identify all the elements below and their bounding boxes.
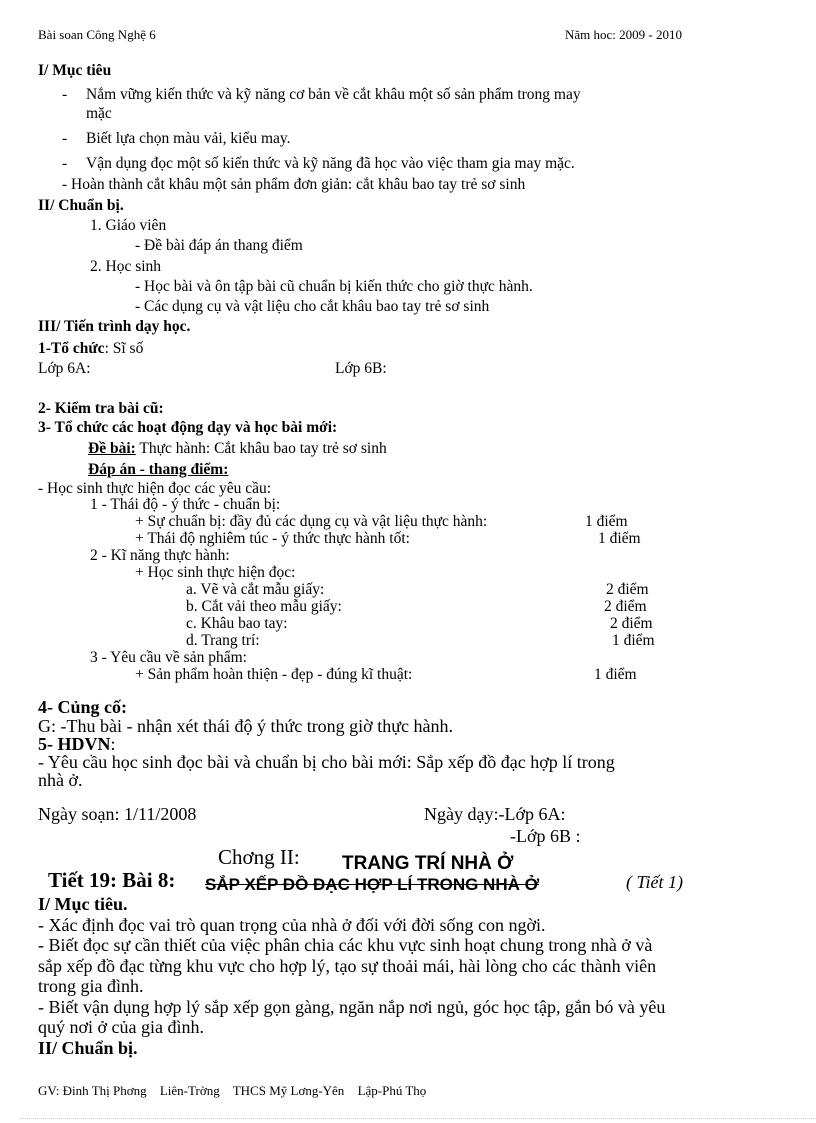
footer-place: Lập-Phú Thọ <box>357 1083 427 1098</box>
req-3a: + Sản phẩm hoàn thiện - đẹp - đúng kĩ thuật: <box>135 666 413 683</box>
header-right: Năm hoc: 2009 - 2010 <box>565 27 682 42</box>
prep-student-item-2: - Các dụng cụ và vật liệu cho cắt khâu bao tay trẻ sơ sinh <box>135 298 490 315</box>
objective-2-cont: sắp xếp đồ đạc từng khu vực cho hợp lý, tạo sự thoải mái, hài lòng cho các thành viên <box>38 956 657 976</box>
prep-student-item-1: - Học bài và ôn tập bài cũ chuẩn bị kiến thức cho giờ thực hành. <box>135 278 533 295</box>
bullet-1: - Nắm vững kiến thức và kỹ năng cơ bản về cắt khâu một số sản phẩm trong may <box>62 86 581 103</box>
req-1a: + Sự chuẩn bị: đầy đủ các dụng cụ và vật liệu thực hành: <box>135 513 488 530</box>
prep-teacher-item: - Đề bài đáp án thang điểm <box>135 237 303 254</box>
org-line: 1-Tổ chức: Sĩ số <box>38 340 144 357</box>
bullet-4: - Hoàn thành cắt khâu một sản phẩm đơn giản: cắt khâu bao tay trẻ sơ sinh <box>62 176 526 193</box>
footer-divider <box>20 1118 816 1119</box>
consolidation-text: G: -Thu bài - nhận xét thái độ ý thức trong giờ thực hành. <box>38 716 453 736</box>
req-2-item-d: d. Trang trí: <box>186 632 260 649</box>
chapter-label: Chơng II: <box>218 845 300 869</box>
check-old-heading: 2- Kiểm tra bài cũ: <box>38 400 164 417</box>
req-2-item-a: a. Vẽ và cắt mẫu giấy: <box>186 581 325 598</box>
req-1b: + Thái độ nghiêm túc - ý thức thực hành tốt: <box>135 530 410 547</box>
footer <box>38 1083 436 1099</box>
req-1: 1 - Thái độ - ý thức - chuẩn bị: <box>90 496 281 513</box>
bullet-1-cont: mặc <box>86 105 112 122</box>
class-6a: Lớp 6A: <box>38 360 91 377</box>
date-taught-6b: -Lớp 6B : <box>510 826 581 846</box>
footer-teacher: GV: Đinh Thị Phơng <box>38 1083 147 1098</box>
objective-2: - Biết đọc sự cần thiết của việc phân chia các khu vực sinh hoạt chung trong nhà ở và <box>38 935 653 955</box>
chapter-title: TRANG TRÍ NHÀ Ở <box>342 853 514 874</box>
section-3-heading: III/ Tiến trình dạy học. <box>38 318 191 335</box>
topic-line: Đề bài: Thực hành: Cắt khâu bao tay trẻ sơ sinh <box>88 440 387 457</box>
hdvn-heading: 5- HDVN: <box>38 734 116 754</box>
req-2-item-c-points: 2 điểm <box>610 615 653 632</box>
lesson-title: SẮP XẾP ĐỒ ĐẠC HỢP LÍ TRONG NHÀ Ở <box>205 875 540 894</box>
class-6b: Lớp 6B: <box>335 360 387 377</box>
lesson-objectives-heading: I/ Mục tiêu. <box>38 894 128 914</box>
req-1a-points: 1 điểm <box>585 513 628 530</box>
lesson-prep-heading: II/ Chuẩn bị. <box>38 1038 138 1058</box>
req-2-item-b: b. Cắt vải theo mẫu giấy: <box>186 598 342 615</box>
prep-teacher: 1. Giáo viên <box>90 217 167 234</box>
req-3: 3 - Yêu cầu về sản phẩm: <box>90 649 247 666</box>
prep-student: 2. Học sinh <box>90 258 162 275</box>
req-1b-points: 1 điểm <box>598 530 641 547</box>
req-2-item-d-points: 1 điểm <box>612 632 655 649</box>
req-2: 2 - Kĩ năng thực hành: <box>90 547 230 564</box>
req-3a-points: 1 điểm <box>594 666 637 683</box>
bullet-3: - Vận dụng đọc một số kiến thức và kỹ năng đã học vào việc tham gia may mặc. <box>62 155 575 172</box>
header-left: Bài soan Công Nghệ 6 <box>38 27 156 42</box>
bullet-2: - Biết lựa chọn màu vải, kiểu may. <box>62 130 291 147</box>
req-2-item-c: c. Khâu bao tay: <box>186 615 288 632</box>
section-1-heading: I/ Mục tiêu <box>38 62 112 79</box>
objective-1: - Xác định đọc vai trò quan trọng của nhà ở đối với đời sống con ngời. <box>38 915 546 935</box>
objective-3-cont: quý nơi ở của gia đình. <box>38 1017 205 1037</box>
footer-lien: Liên-Trờng <box>159 1083 220 1098</box>
requirements-line: - Học sinh thực hiện đọc các yêu cầu: <box>38 480 272 497</box>
objective-2-cont-2: trong gia đình. <box>38 976 144 996</box>
consolidation-heading: 4- Củng cố: <box>38 697 127 717</box>
objective-3: - Biết vận dụng hợp lý sắp xếp gọn gàng, ngăn nắp nơi ngủ, góc học tập, gắn bó và yêu <box>38 997 666 1017</box>
answer-heading: Đáp án - thang điểm: <box>88 461 229 478</box>
lesson-suffix: ( Tiết 1) <box>626 872 683 892</box>
section-2-heading: II/ Chuẩn bị. <box>38 197 124 214</box>
date-taught-6a: Ngày dạy:-Lớp 6A: <box>424 804 566 824</box>
date-prepared: Ngày soạn: 1/11/2008 <box>38 804 197 824</box>
hdvn-text-cont: nhà ở. <box>38 770 83 790</box>
lesson-prefix: Tiết 19: Bài 8: <box>48 868 176 892</box>
activities-heading: 3- Tổ chức các hoạt động dạy và học bài mới: <box>38 419 338 436</box>
req-2-item-a-points: 2 điểm <box>606 581 649 598</box>
hdvn-text: - Yêu cầu học sinh đọc bài và chuẩn bị cho bài mới: Sắp xếp đồ đạc hợp lí trong <box>38 752 615 772</box>
footer-school: THCS Mỹ Lơng-Yên <box>232 1083 345 1098</box>
req-2a: + Học sinh thực hiện đọc: <box>135 564 296 581</box>
req-2-item-b-points: 2 điểm <box>604 598 647 615</box>
